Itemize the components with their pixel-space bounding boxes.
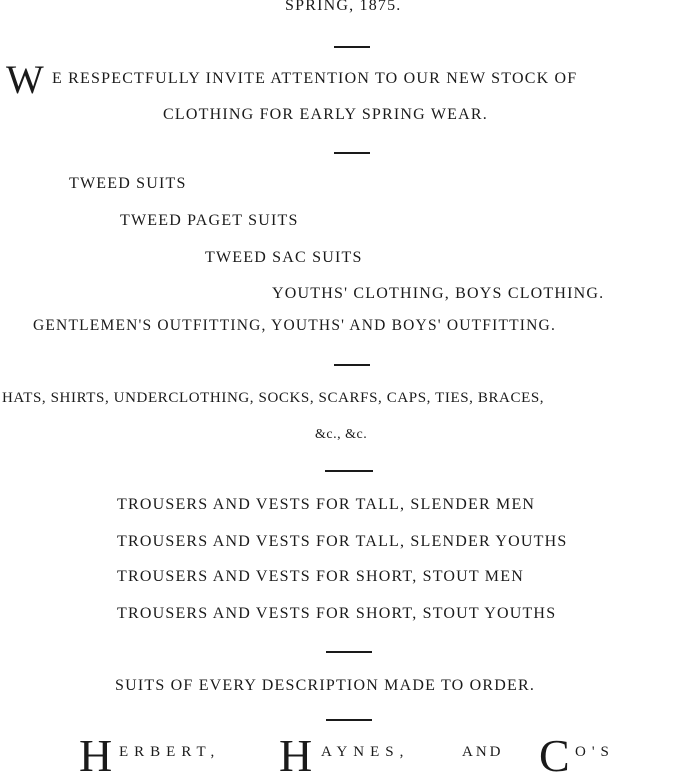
order-line: SUITS OF EVERY DESCRIPTION MADE TO ORDER. bbox=[115, 677, 536, 694]
divider bbox=[325, 470, 373, 472]
intro-line-2: CLOTHING FOR EARLY SPRING WEAR. bbox=[163, 106, 488, 123]
signature-initial-h1: H bbox=[79, 730, 113, 781]
signature-word-2: AYNES, bbox=[321, 744, 410, 760]
intro-line-1: E RESPECTFULLY INVITE ATTENTION TO OUR NEW STOCK OF bbox=[52, 70, 578, 87]
accessories-line-2: &c., &c. bbox=[315, 427, 368, 442]
signature-initial-h2: H bbox=[279, 730, 313, 781]
drop-cap: W bbox=[6, 57, 44, 102]
suit-line-1: TWEED SUITS bbox=[69, 175, 187, 192]
trousers-line-3: TROUSERS AND VESTS FOR SHORT, STOUT MEN bbox=[117, 568, 524, 585]
divider bbox=[326, 719, 372, 721]
divider bbox=[334, 364, 370, 366]
signature-word-3: O'S bbox=[575, 744, 615, 760]
suit-line-4: YOUTHS' CLOTHING, BOYS CLOTHING. bbox=[272, 285, 605, 302]
trousers-line-1: TROUSERS AND VESTS FOR TALL, SLENDER MEN bbox=[117, 496, 536, 513]
divider bbox=[334, 152, 370, 154]
trousers-line-2: TROUSERS AND VESTS FOR TALL, SLENDER YOUTHS bbox=[117, 533, 568, 550]
signature-word-1: ERBERT, bbox=[119, 744, 221, 760]
trousers-line-4: TROUSERS AND VESTS FOR SHORT, STOUT YOUTHS bbox=[117, 605, 557, 622]
accessories-line-1: HATS, SHIRTS, UNDERCLOTHING, SOCKS, SCARFS, CAPS, TIES, BRACES, bbox=[2, 390, 545, 406]
outfitting-line: GENTLEMEN'S OUTFITTING, YOUTHS' AND BOYS' OUTFITTING. bbox=[33, 317, 557, 334]
suit-line-2: TWEED PAGET SUITS bbox=[120, 212, 299, 229]
divider bbox=[334, 46, 370, 48]
suit-line-3: TWEED SAC SUITS bbox=[205, 249, 363, 266]
divider bbox=[326, 651, 372, 653]
signature-initial-c: C bbox=[539, 730, 570, 781]
date-heading: SPRING, 1875. bbox=[285, 0, 402, 14]
signature-and: AND bbox=[462, 744, 504, 760]
